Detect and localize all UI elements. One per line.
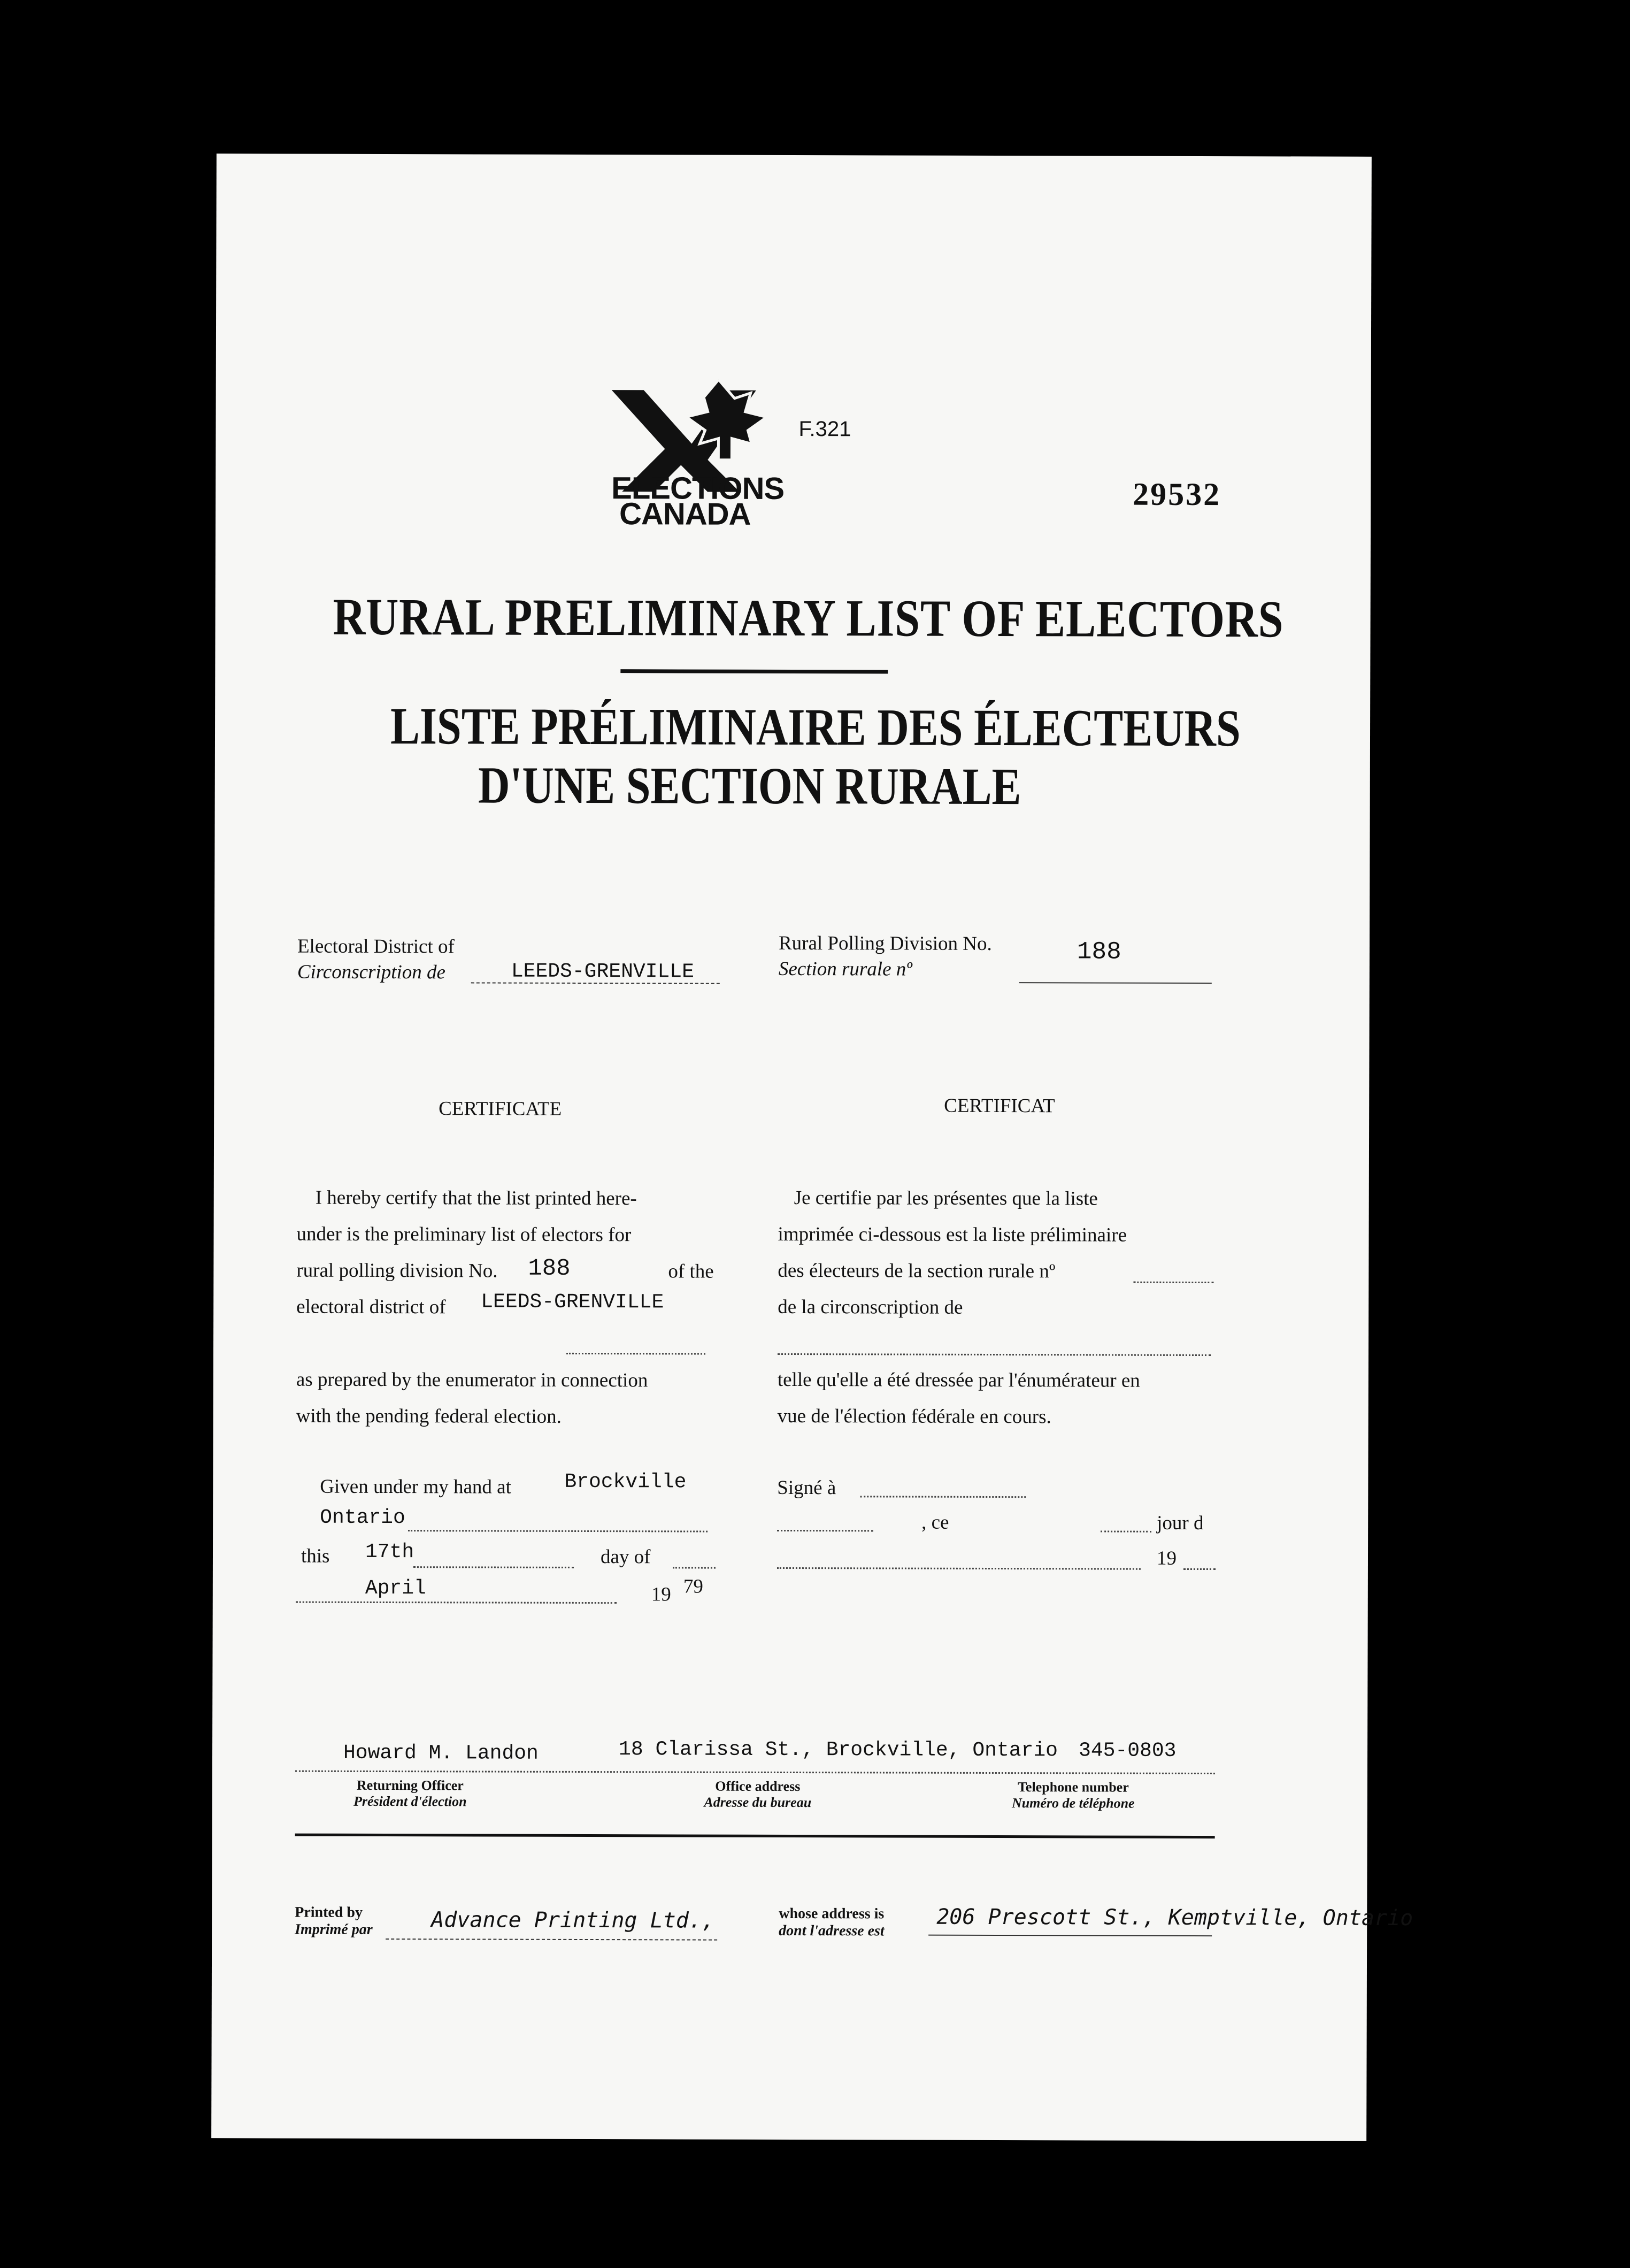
cert-en-place: Brockville (564, 1470, 687, 1494)
title-french-line1: LISTE PRÉLIMINAIRE DES ÉLECTEURS (390, 698, 1241, 758)
cert-fr-day-line (1101, 1531, 1151, 1533)
cert-fr-line4: de la circonscription de (778, 1296, 963, 1319)
district-label-fr: Circonscription de (297, 961, 446, 984)
cert-fr-line3: des électeurs de la section rurale nº (778, 1259, 1056, 1283)
title-french-line2: D'UNE SECTION RURALE (478, 756, 1021, 816)
cert-en-day-of: day of (600, 1546, 651, 1568)
cert-fr-ce: , ce (921, 1511, 949, 1534)
cert-en-this: this (301, 1545, 330, 1567)
officer-line (295, 1771, 1215, 1775)
district-value: LEEDS-GRENVILLE (511, 960, 694, 984)
title-english: RURAL PRELIMINARY LIST OF ELECTORS (333, 588, 1284, 649)
cert-en-day-line (413, 1566, 574, 1568)
cert-fr-line5: telle qu'elle a été dressée par l'énumérateur en (777, 1368, 1140, 1392)
cert-en-day: 17th (365, 1540, 414, 1564)
cert-en-line2: under is the preliminary list of electors for (296, 1223, 632, 1246)
officer-address-label-fr: Adresse du bureau (704, 1794, 812, 1811)
cert-fr-jour: jour d (1157, 1512, 1204, 1535)
printer-address: 206 Prescott St., Kemptville, Ontario (936, 1904, 1413, 1931)
cert-en-line3b: of the (668, 1260, 714, 1283)
cert-en-month-line (296, 1602, 617, 1604)
cert-fr-line6: vue de l'élection fédérale en cours. (777, 1405, 1051, 1428)
cert-en-month: April (365, 1576, 426, 1600)
form-page (211, 154, 1413, 2141)
cert-en-blank-line (566, 1353, 705, 1355)
cert-fr-line1: Je certifie par les présentes que la liste (794, 1187, 1098, 1210)
certificate-heading-en: CERTIFICATE (439, 1098, 562, 1120)
officer-name-label-en: Returning Officer (356, 1777, 464, 1794)
section-divider (295, 1834, 1215, 1839)
cert-en-year-prefix: 19 (651, 1583, 671, 1606)
division-label-fr: Section rurale nº (778, 957, 912, 980)
cert-en-line1: I hereby certify that the list printed here- (315, 1186, 637, 1210)
printer-address-label-en: whose address is (779, 1905, 885, 1922)
cert-fr-province-line (777, 1530, 873, 1531)
officer-phone-label-en: Telephone number (1017, 1779, 1129, 1795)
officer-name: Howard M. Landon (343, 1741, 539, 1765)
cert-fr-month-line (777, 1567, 1141, 1570)
cert-en-line5: as prepared by the enumerator in connection (296, 1368, 648, 1392)
division-line (1019, 982, 1212, 984)
officer-address: 18 Clarissa St., Brockville, Ontario (618, 1738, 1058, 1763)
cert-en-province: Ontario (320, 1506, 405, 1530)
printer-name: Advance Printing Ltd., (431, 1907, 715, 1933)
officer-address-label-en: Office address (715, 1778, 801, 1795)
cert-fr-signe: Signé à (777, 1476, 836, 1499)
logo-line-canada: CANADA (619, 496, 751, 532)
certificate-heading-fr: CERTIFICAT (944, 1094, 1055, 1117)
printer-address-line (928, 1935, 1212, 1936)
officer-phone: 345-0803 (1078, 1739, 1177, 1763)
cert-fr-year-line (1183, 1568, 1216, 1570)
serial-number: 29532 (1133, 476, 1221, 512)
division-label-en: Rural Polling Division No. (778, 932, 992, 955)
logo-line-elections: ELECTIONS (611, 471, 785, 506)
district-label-en: Electoral District of (297, 935, 455, 958)
cert-fr-place-line (860, 1496, 1026, 1498)
cert-en-division-value: 188 (528, 1255, 571, 1282)
officer-phone-label-fr: Numéro de téléphone (1011, 1795, 1135, 1811)
cert-en-line4: electoral district of (296, 1296, 446, 1319)
cert-fr-division-line (1133, 1282, 1213, 1283)
cert-en-given: Given under my hand at (320, 1475, 511, 1498)
cert-en-line3a: rural polling division No. (296, 1259, 498, 1282)
cert-fr-year: 19 (1156, 1547, 1177, 1569)
cert-fr-district-line (778, 1353, 1211, 1356)
printer-name-line (386, 1938, 717, 1941)
cert-en-province-line (408, 1530, 708, 1532)
cert-en-district-value: LEEDS-GRENVILLE (481, 1290, 664, 1314)
cert-en-year-suffix: 79 (683, 1575, 703, 1598)
cert-en-month-line-a (673, 1567, 716, 1568)
cert-fr-line2: imprimée ci-dessous est la liste préliminaire (778, 1223, 1127, 1246)
elections-canada-logo (611, 379, 858, 540)
officer-name-label-fr: Président d'élection (353, 1793, 467, 1810)
printer-label-en: Printed by (295, 1904, 363, 1921)
title-divider (620, 669, 888, 673)
division-value: 188 (1077, 938, 1121, 966)
form-number: F.321 (798, 417, 851, 441)
printer-address-label-fr: dont l'adresse est (779, 1922, 885, 1940)
cert-en-line6: with the pending federal election. (296, 1405, 562, 1428)
printer-label-fr: Imprimé par (295, 1921, 373, 1938)
